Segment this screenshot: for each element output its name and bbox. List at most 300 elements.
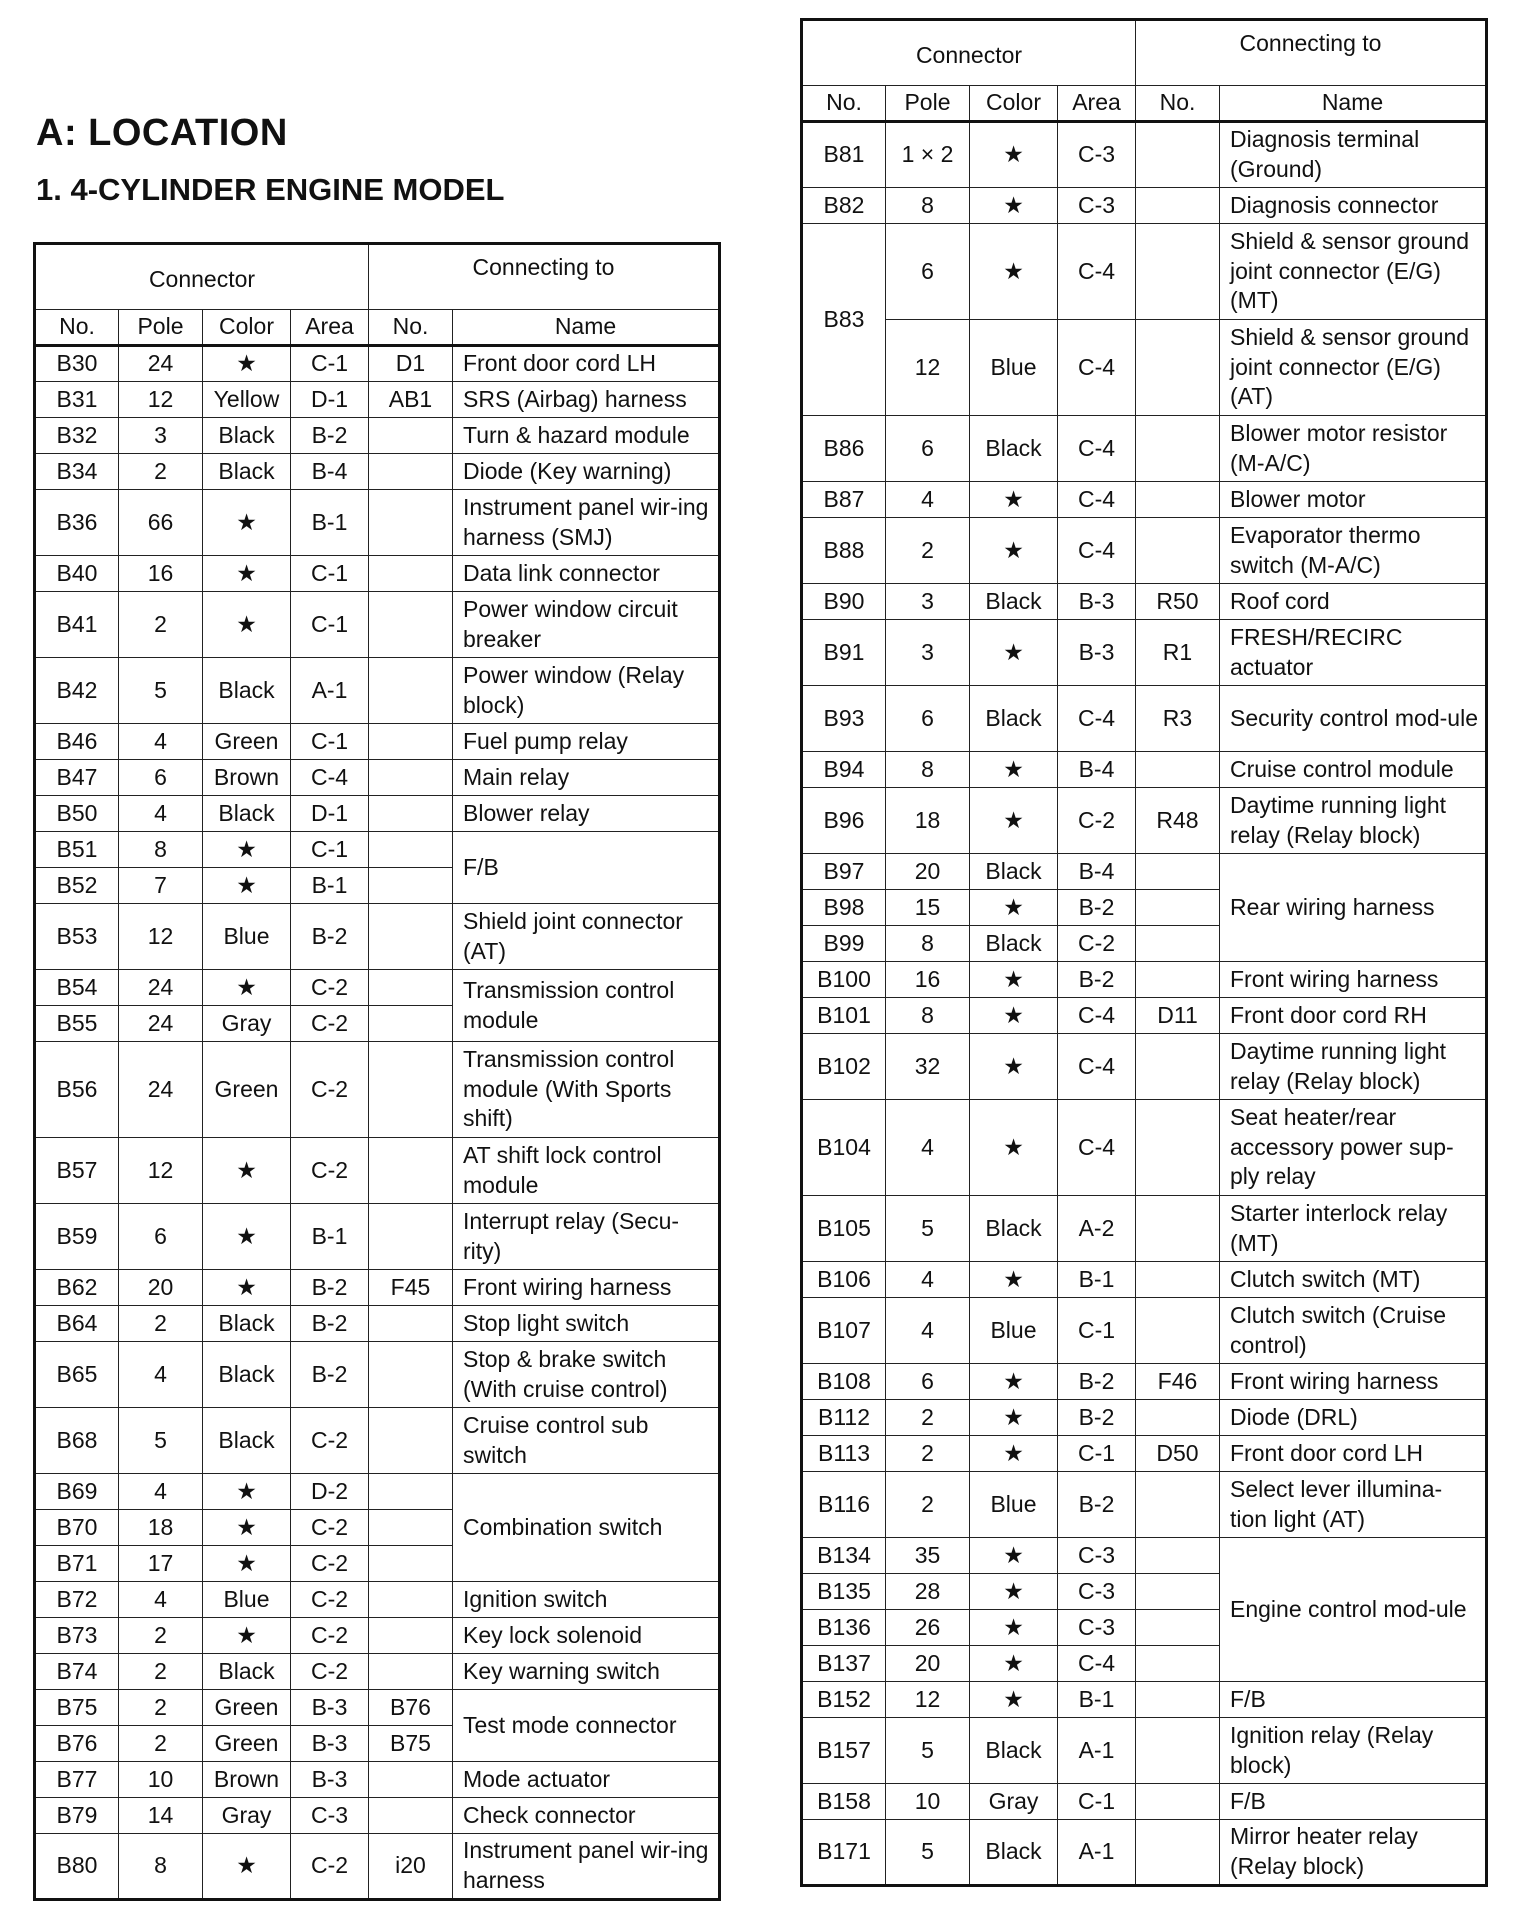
connector-color: Black [970,926,1058,962]
connector-color: ★ [970,518,1058,584]
connector-no: B32 [35,418,119,454]
connector-color: Black [203,454,291,490]
pole-count: 2 [886,1472,970,1538]
area-code: B-3 [291,1690,369,1726]
connector-no: B80 [35,1834,119,1900]
area-code: B-1 [291,868,369,904]
connecting-to-no [369,904,453,970]
area-code: C-1 [291,832,369,868]
area-code: C-4 [1058,416,1136,482]
connecting-to-name: Engine control mod-ule [1220,1538,1487,1682]
table-row [35,796,720,832]
area-code: C-3 [1058,1610,1136,1646]
connecting-to-name: Transmission control module [453,970,720,1042]
connector-no: B91 [802,620,886,686]
col-header-color: Color [203,310,291,346]
table-row [802,620,1487,686]
connecting-to-name: Rear wiring harness [1220,854,1487,962]
pole-count: 6 [886,1364,970,1400]
connector-color: ★ [970,482,1058,518]
area-code: A-2 [1058,1196,1136,1262]
connector-no: B157 [802,1718,886,1784]
connecting-to-name: Front door cord RH [1220,998,1487,1034]
connector-no: B62 [35,1270,119,1306]
connecting-to-name: Instrument panel wir-ing harness [453,1834,720,1900]
connector-no: B104 [802,1100,886,1196]
connecting-to-no: R50 [1136,584,1220,620]
connector-no: B108 [802,1364,886,1400]
connector-no: B98 [802,890,886,926]
connector-no: B90 [802,584,886,620]
connecting-to-name: Diode (Key warning) [453,454,720,490]
connecting-to-name: F/B [1220,1784,1487,1820]
area-code: B-3 [291,1762,369,1798]
connector-no: B34 [35,454,119,490]
table-row [802,482,1487,518]
connector-no: B107 [802,1298,886,1364]
connecting-to-name: Key warning switch [453,1654,720,1690]
col-header-no: No. [35,310,119,346]
connecting-to-name: Check connector [453,1798,720,1834]
connector-color: ★ [970,788,1058,854]
connector-color: Green [203,1690,291,1726]
connector-no: B83 [802,224,886,416]
connecting-to-no [369,1654,453,1690]
connecting-to-no [369,760,453,796]
pole-count: 4 [886,482,970,518]
table-row [35,1042,720,1138]
connector-no: B75 [35,1690,119,1726]
connector-color: ★ [970,224,1058,320]
area-code: C-4 [1058,224,1136,320]
table-row [35,418,720,454]
connector-color: Gray [970,1784,1058,1820]
table-row [35,1654,720,1690]
table-row [35,1582,720,1618]
area-code: C-4 [1058,482,1136,518]
connecting-to-name: Data link connector [453,556,720,592]
area-code: B-2 [1058,1400,1136,1436]
pole-count: 4 [119,796,203,832]
connecting-to-name: SRS (Airbag) harness [453,382,720,418]
area-code: C-3 [1058,1538,1136,1574]
connector-color: Black [203,1654,291,1690]
pole-count: 15 [886,890,970,926]
area-code: B-2 [1058,890,1136,926]
connecting-to-no: R48 [1136,788,1220,854]
connector-color: Brown [203,1762,291,1798]
connecting-to-name: Shield & sensor ground joint connector (E/G) (AT) [1220,320,1487,416]
table-row [35,454,720,490]
connector-color: ★ [970,188,1058,224]
area-code: C-2 [291,1582,369,1618]
connector-no: B46 [35,724,119,760]
connecting-to-no [1136,854,1220,890]
pole-count: 3 [886,584,970,620]
table-row [802,1034,1487,1100]
connector-no: B47 [35,760,119,796]
connecting-to-name: Power window circuit breaker [453,592,720,658]
connector-color: ★ [970,1400,1058,1436]
area-code: C-1 [1058,1784,1136,1820]
connecting-to-name: Clutch switch (Cruise control) [1220,1298,1487,1364]
connecting-to-name: Front wiring harness [1220,962,1487,998]
connector-color: ★ [970,1538,1058,1574]
connector-no: B54 [35,970,119,1006]
connector-color: Gray [203,1798,291,1834]
table-row [35,658,720,724]
table-row [802,1436,1487,1472]
table-row [802,962,1487,998]
connecting-to-no [369,1006,453,1042]
pole-count: 12 [886,320,970,416]
area-code: C-2 [291,1546,369,1582]
connector-color: ★ [970,1574,1058,1610]
connecting-to-no: R3 [1136,686,1220,752]
area-code: C-1 [291,592,369,658]
connecting-to-name: Ignition switch [453,1582,720,1618]
connector-no: B113 [802,1436,886,1472]
connecting-to-name: Blower motor [1220,482,1487,518]
col-header-to-no: No. [369,310,453,346]
connector-color: Green [203,1042,291,1138]
connector-color: ★ [203,970,291,1006]
pole-count: 5 [886,1718,970,1784]
area-code: C-2 [291,970,369,1006]
connector-no: B106 [802,1262,886,1298]
connecting-to-name: Stop & brake switch (With cruise control) [453,1342,720,1408]
area-code: C-2 [291,1834,369,1900]
connector-no: B41 [35,592,119,658]
connector-color: ★ [970,1100,1058,1196]
connector-no: B71 [35,1546,119,1582]
connector-no: B77 [35,1762,119,1798]
connector-color: ★ [203,592,291,658]
connecting-to-name: Instrument panel wir-ing harness (SMJ) [453,490,720,556]
pole-count: 6 [119,1204,203,1270]
connecting-to-no [1136,482,1220,518]
connector-no: B50 [35,796,119,832]
area-code: C-3 [1058,1574,1136,1610]
pole-count: 18 [119,1510,203,1546]
connecting-to-no [1136,1820,1220,1886]
connector-no: B42 [35,658,119,724]
connecting-to-group-header: Connecting to [369,244,720,310]
connecting-to-no [1136,1100,1220,1196]
connecting-to-name: Main relay [453,760,720,796]
connecting-to-no [369,796,453,832]
connecting-to-name: F/B [1220,1682,1487,1718]
connecting-to-no [1136,224,1220,320]
table-row [35,904,720,970]
connector-no: B31 [35,382,119,418]
connecting-to-name: Diagnosis terminal (Ground) [1220,122,1487,188]
connecting-to-no: AB1 [369,382,453,418]
connecting-to-no [369,1510,453,1546]
area-code: C-4 [291,760,369,796]
connecting-to-no: B76 [369,1690,453,1726]
connector-color: Blue [203,904,291,970]
connector-no: B158 [802,1784,886,1820]
connector-table-left [33,242,721,1901]
connecting-to-no [1136,122,1220,188]
connecting-to-no [369,1408,453,1474]
connecting-to-name: Blower motor resistor (M-A/C) [1220,416,1487,482]
area-code: B-3 [1058,620,1136,686]
connecting-to-no [369,1474,453,1510]
pole-count: 6 [886,686,970,752]
connector-no: B105 [802,1196,886,1262]
connecting-to-no [369,1342,453,1408]
connecting-to-no [369,418,453,454]
connector-no: B135 [802,1574,886,1610]
connecting-to-name: Front door cord LH [1220,1436,1487,1472]
table-row [802,1400,1487,1436]
connecting-to-name: Seat heater/rear accessory power sup-ply relay [1220,1100,1487,1196]
connector-color: ★ [203,832,291,868]
connector-color: Black [970,854,1058,890]
connector-color: ★ [970,1436,1058,1472]
connecting-to-no [369,724,453,760]
pole-count: 2 [119,1726,203,1762]
connecting-to-no [369,1798,453,1834]
connector-color: Black [970,584,1058,620]
connector-color: Black [203,796,291,832]
area-code: D-1 [291,796,369,832]
connecting-to-no [369,1204,453,1270]
area-code: B-1 [291,1204,369,1270]
connecting-to-no [1136,1784,1220,1820]
pole-count: 8 [886,998,970,1034]
pole-count: 16 [119,556,203,592]
area-code: B-2 [1058,962,1136,998]
pole-count: 20 [119,1270,203,1306]
connecting-to-no [369,868,453,904]
area-code: B-2 [291,1342,369,1408]
connector-table-right [800,18,1488,1887]
connecting-to-name: Key lock solenoid [453,1618,720,1654]
connector-color: ★ [203,346,291,382]
connector-no: B55 [35,1006,119,1042]
area-code: C-1 [291,346,369,382]
connecting-to-name: Shield joint connector (AT) [453,904,720,970]
table-row [35,1834,720,1900]
pole-count: 12 [119,1138,203,1204]
connector-color: ★ [970,1262,1058,1298]
pole-count: 32 [886,1034,970,1100]
pole-count: 20 [886,1646,970,1682]
table-row [35,1408,720,1474]
connector-color: Black [203,1306,291,1342]
connecting-to-no [1136,752,1220,788]
connector-color: ★ [970,620,1058,686]
connector-no: B99 [802,926,886,962]
connecting-to-no [1136,1718,1220,1784]
pole-count: 3 [886,620,970,686]
table-row [35,1690,720,1726]
pole-count: 4 [119,1474,203,1510]
connector-no: B70 [35,1510,119,1546]
connecting-to-name: Combination switch [453,1474,720,1582]
connecting-to-no [369,454,453,490]
connector-color: ★ [203,1270,291,1306]
connector-color: Black [203,418,291,454]
pole-count: 2 [886,1400,970,1436]
area-code: B-2 [291,1306,369,1342]
connecting-to-no: D1 [369,346,453,382]
pole-count: 4 [119,724,203,760]
connector-group-header: Connector [35,244,369,310]
connecting-to-name: Diagnosis connector [1220,188,1487,224]
table-row [35,1762,720,1798]
connector-no: B96 [802,788,886,854]
subsection-heading: 1. 4-CYLINDER ENGINE MODEL [36,172,505,207]
area-code: C-1 [291,556,369,592]
connector-color: Brown [203,760,291,796]
col-header-color: Color [970,86,1058,122]
connecting-to-name: Evaporator thermo switch (M-A/C) [1220,518,1487,584]
connector-color: ★ [970,1034,1058,1100]
connecting-to-name: Front door cord LH [453,346,720,382]
connector-color: Green [203,724,291,760]
area-code: C-1 [291,724,369,760]
connecting-to-name: Interrupt relay (Secu-rity) [453,1204,720,1270]
area-code: B-2 [291,904,369,970]
connector-color: Black [970,1196,1058,1262]
area-code: C-2 [291,1138,369,1204]
area-code: C-2 [291,1654,369,1690]
connector-no: B53 [35,904,119,970]
pole-count: 66 [119,490,203,556]
connecting-to-no [369,1306,453,1342]
connecting-to-no [369,490,453,556]
connecting-to-name: Turn & hazard module [453,418,720,454]
connector-color: Green [203,1726,291,1762]
connector-no: B57 [35,1138,119,1204]
pole-count: 1 × 2 [886,122,970,188]
area-code: B-2 [1058,1364,1136,1400]
connector-no: B100 [802,962,886,998]
area-code: C-3 [1058,188,1136,224]
area-code: B-4 [1058,752,1136,788]
connector-no: B101 [802,998,886,1034]
connecting-to-name: Mirror heater relay (Relay block) [1220,1820,1487,1886]
area-code: B-2 [291,418,369,454]
pole-count: 5 [886,1196,970,1262]
connector-no: B68 [35,1408,119,1474]
table-row [35,1798,720,1834]
pole-count: 8 [886,926,970,962]
connecting-to-no: F45 [369,1270,453,1306]
connecting-to-name: Select lever illumina-tion light (AT) [1220,1472,1487,1538]
connector-no: B94 [802,752,886,788]
connecting-to-no [1136,962,1220,998]
pole-count: 4 [119,1342,203,1408]
table-row [802,788,1487,854]
connecting-to-name: Clutch switch (MT) [1220,1262,1487,1298]
connecting-to-no [369,592,453,658]
connecting-to-name: Power window (Relay block) [453,658,720,724]
connector-no: B65 [35,1342,119,1408]
col-header-area: Area [291,310,369,346]
connector-color: Blue [970,320,1058,416]
connecting-to-no [369,1762,453,1798]
connecting-to-name: Front wiring harness [1220,1364,1487,1400]
connecting-to-no [369,1618,453,1654]
section-heading: A: LOCATION [36,112,288,154]
area-code: B-1 [1058,1682,1136,1718]
pole-count: 2 [119,454,203,490]
table-row [802,1820,1487,1886]
table-row [802,320,1487,416]
connector-no: B76 [35,1726,119,1762]
connector-color: ★ [203,1618,291,1654]
col-header-area: Area [1058,86,1136,122]
col-header-pole: Pole [119,310,203,346]
connecting-to-no [369,1042,453,1138]
table-row [35,970,720,1006]
table-row [802,1298,1487,1364]
connector-color: ★ [203,1510,291,1546]
table-row [35,1618,720,1654]
pole-count: 8 [886,188,970,224]
pole-count: 4 [886,1100,970,1196]
table-row [802,1100,1487,1196]
pole-count: 2 [886,518,970,584]
connector-color: Gray [203,1006,291,1042]
pole-count: 5 [119,1408,203,1474]
area-code: C-2 [291,1042,369,1138]
table-row [35,1306,720,1342]
table-row [35,1342,720,1408]
area-code: C-2 [291,1618,369,1654]
table-row [802,188,1487,224]
connecting-to-no [369,970,453,1006]
connector-no: B82 [802,188,886,224]
connector-no: B112 [802,1400,886,1436]
table-row [35,1270,720,1306]
connecting-to-name: Daytime running light relay (Relay block) [1220,1034,1487,1100]
table-row [35,1204,720,1270]
connector-color: ★ [203,1138,291,1204]
pole-count: 2 [886,1436,970,1472]
pole-count: 12 [886,1682,970,1718]
pole-count: 2 [119,1654,203,1690]
table-row [802,1196,1487,1262]
col-header-pole: Pole [886,86,970,122]
col-header-no: No. [802,86,886,122]
connector-color: ★ [970,1364,1058,1400]
connector-no: B52 [35,868,119,904]
table-row [35,346,720,382]
connecting-to-no [1136,1262,1220,1298]
table-row [802,584,1487,620]
connector-no: B171 [802,1820,886,1886]
connecting-to-no [1136,320,1220,416]
pole-count: 7 [119,868,203,904]
pole-count: 28 [886,1574,970,1610]
area-code: C-2 [1058,788,1136,854]
connector-no: B79 [35,1798,119,1834]
table-row [35,556,720,592]
pole-count: 2 [119,1306,203,1342]
connector-color: Blue [203,1582,291,1618]
table-row [35,832,720,868]
connecting-to-name: Stop light switch [453,1306,720,1342]
connector-color: ★ [203,556,291,592]
connecting-to-no: B75 [369,1726,453,1762]
connecting-to-no [1136,1298,1220,1364]
